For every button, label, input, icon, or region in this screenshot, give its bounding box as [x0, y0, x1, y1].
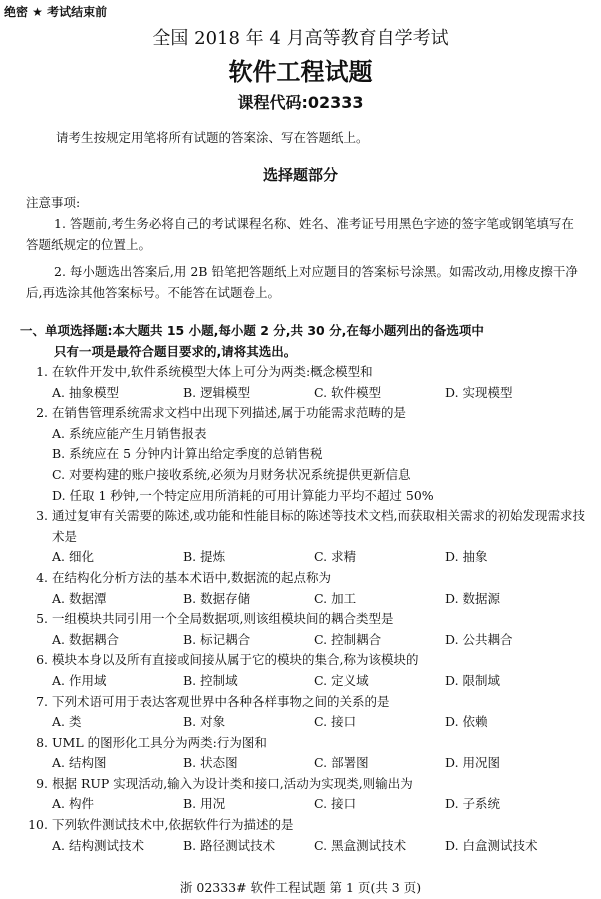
option-d: D. 子系统 — [445, 796, 501, 812]
exam-title: 全国 2018 年 4 月高等教育自学考试 — [152, 28, 449, 49]
instruction-text: 请考生按规定用笔将所有试题的答案涂、写在答题纸上。 — [56, 130, 369, 145]
option-d: D. 依赖 — [445, 714, 488, 730]
option-d: D. 白盒测试技术 — [445, 837, 538, 853]
option-a: A. 数据潭 — [52, 590, 107, 606]
option-b: B. 系统应在 5 分钟内计算出给定季度的总销售税 — [52, 446, 323, 462]
option-row — [24, 836, 594, 857]
question-text: 下列软件测试技术中,依据软件行为描述的是 — [52, 817, 294, 833]
option-row — [24, 589, 594, 610]
question-number: 5. — [36, 611, 48, 627]
option-c: C. 部署图 — [314, 755, 369, 771]
option-c: C. 求精 — [314, 549, 357, 565]
section-heading-line1: 一、单项选择题:本大题共 15 小题,每小题 2 分,共 30 分,在每小题列出的备选项中 — [20, 323, 484, 338]
question-list — [24, 362, 594, 856]
option-b: B. 路径测试技术 — [183, 837, 276, 853]
option-d: D. 抽象 — [445, 549, 488, 565]
question-number: 7. — [36, 693, 48, 709]
option-b: B. 提炼 — [183, 549, 226, 565]
question-number: 3. — [36, 508, 48, 524]
question-item — [24, 692, 594, 713]
question-text: 模块本身以及所有直接或间接从属于它的模块的集合,称为该模块的 — [52, 652, 419, 668]
option-a: A. 系统应能产生月销售报表 — [52, 425, 207, 441]
option-b: B. 逻辑模型 — [183, 384, 251, 400]
option-d: D. 任取 1 秒钟,一个特定应用所消耗的可用计算能力平均不超过 50% — [52, 487, 434, 503]
question-text: 在销售管理系统需求文档中出现下列描述,属于功能需求范畴的是 — [52, 405, 406, 421]
note-item: 1. 答题前,考生务必将自己的考试课程名称、姓名、准考证号用黑色字迹的签字笔或钢笔填写在答题纸规定的位置上。 — [26, 216, 574, 252]
question-text: UML 的图形化工具分为两类:行为图和 — [52, 734, 267, 750]
question-item — [24, 362, 594, 383]
option-a: A. 细化 — [52, 549, 94, 565]
option-d: D. 实现模型 — [445, 384, 513, 400]
option-b: B. 用况 — [183, 796, 226, 812]
question-number: 6. — [36, 652, 48, 668]
question-number: 1. — [36, 364, 48, 379]
option-d: D. 数据源 — [445, 590, 501, 606]
question-item — [24, 774, 594, 795]
question-item — [24, 403, 594, 424]
option-d: D. 限制域 — [445, 672, 501, 688]
question-number: 2. — [36, 405, 48, 421]
section-heading — [20, 320, 590, 362]
option-a: A. 抽象模型 — [52, 384, 119, 400]
question-text: 在软件开发中,软件系统模型大体上可分为两类:概念模型和 — [52, 364, 373, 379]
option-c: C. 软件模型 — [314, 384, 382, 400]
course-code: 课程代码:02333 — [237, 93, 364, 112]
question-number: 9. — [36, 775, 48, 791]
option-b: B. 状态图 — [183, 755, 238, 771]
option-row — [24, 753, 594, 774]
option-d: D. 用况图 — [445, 755, 501, 771]
option-a: A. 类 — [52, 714, 82, 730]
question-text: 一组模块共同引用一个全局数据项,则该组模块间的耦合类型是 — [52, 611, 394, 627]
option-row — [24, 547, 594, 568]
option-a: A. 构件 — [52, 796, 94, 812]
question-item — [24, 506, 594, 547]
option-c: C. 对要构建的账户接收系统,必须为月财务状况系统提供更新信息 — [52, 466, 411, 482]
question-item — [24, 609, 594, 630]
part-title: 选择题部分 — [262, 166, 338, 184]
question-number: 4. — [36, 569, 48, 585]
option-a: A. 结构测试技术 — [52, 837, 144, 853]
question-item — [24, 568, 594, 589]
option-row — [24, 712, 594, 733]
option-b: B. 数据存储 — [183, 590, 251, 606]
option-row — [24, 671, 594, 692]
notes-heading: 注意事项: — [26, 195, 81, 210]
question-text: 下列术语可用于表达客观世界中各种各样事物之间的关系的是 — [52, 693, 390, 709]
note-item: 2. 每小题选出答案后,用 2B 铅笔把答题纸上对应题目的答案标号涂黑。如需改动,用橡皮擦干净后,再选涂其他答案标号。不能答在试题卷上。 — [26, 264, 578, 300]
paper-title: 软件工程试题 — [228, 58, 373, 86]
option-c: C. 接口 — [314, 714, 357, 730]
option-c: C. 定义域 — [314, 672, 369, 688]
option-c: C. 黑盒测试技术 — [314, 837, 407, 853]
option-b: B. 对象 — [183, 714, 226, 730]
question-item — [24, 815, 594, 836]
option-c: C. 控制耦合 — [314, 631, 382, 647]
question-item — [24, 650, 594, 671]
question-text: 在结构化分析方法的基本术语中,数据流的起点称为 — [52, 569, 331, 585]
question-text: 根据 RUP 实现活动,输入为设计类和接口,活动为实现类,则输出为 — [52, 775, 413, 791]
question-number: 10. — [28, 817, 48, 833]
option-d: D. 公共耦合 — [445, 631, 513, 647]
option-a: A. 结构图 — [52, 755, 107, 771]
option-row — [24, 630, 594, 651]
page-footer: 浙 02333# 软件工程试题 第 1 页(共 3 页) — [179, 880, 422, 895]
option-a: A. 数据耦合 — [52, 631, 119, 647]
option-c: C. 加工 — [314, 590, 357, 606]
question-item — [24, 733, 594, 754]
option-c: C. 接口 — [314, 796, 357, 812]
option-b: B. 控制域 — [183, 672, 238, 688]
option-a: A. 作用域 — [52, 672, 107, 688]
section-heading-line2: 只有一项是最符合题目要求的,请将其选出。 — [54, 344, 297, 359]
option-row — [24, 383, 594, 404]
question-text: 通过复审有关需要的陈述,或功能和性能目标的陈述等技术文档,而获取相关需求的初始发现需求技术是 — [52, 508, 585, 544]
option-b: B. 标记耦合 — [183, 631, 251, 647]
question-number: 8. — [36, 734, 48, 750]
secret-mark: 绝密 ★ 考试结束前 — [4, 5, 108, 19]
option-row — [24, 794, 594, 815]
